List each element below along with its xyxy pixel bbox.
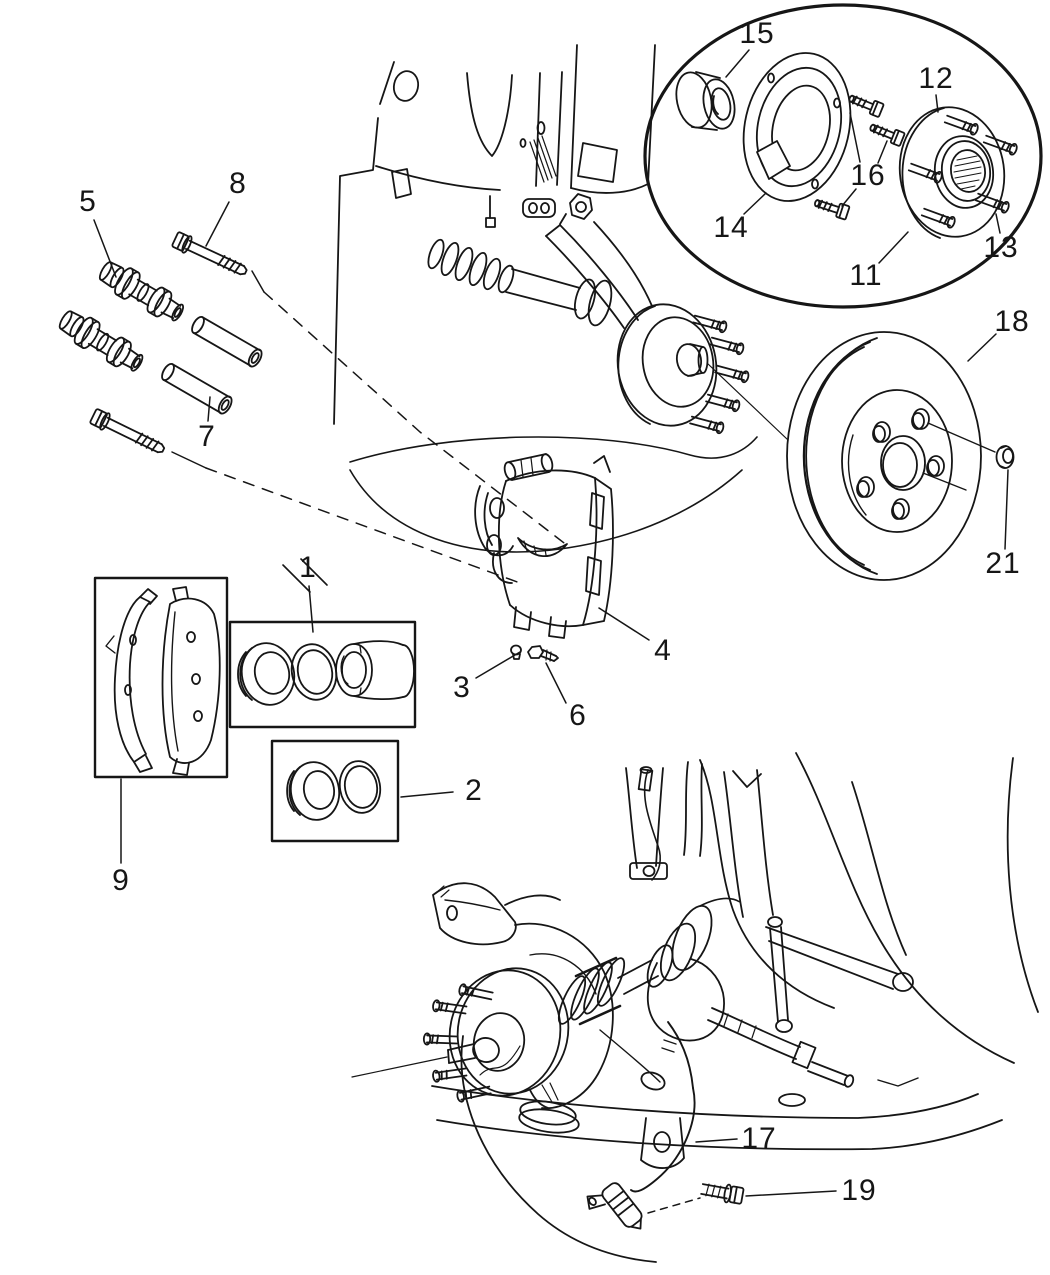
rotor-drawing <box>787 332 1014 580</box>
callout-4: 4 <box>654 634 672 667</box>
callout-12: 12 <box>918 62 954 95</box>
top-hub-drawing <box>608 296 788 440</box>
callout-7: 7 <box>198 420 216 453</box>
retainer-nut-drawing <box>997 446 1014 468</box>
boot-ring-drawing <box>336 758 384 816</box>
frame-rails <box>700 753 1038 1086</box>
piston-kit-box-drawing <box>230 622 415 727</box>
brake-pad-outer <box>163 587 220 775</box>
detail-circle <box>645 5 1041 307</box>
cv-axle-drawing <box>425 238 615 328</box>
caliper-screw-drawing <box>528 646 558 661</box>
piston-drawing <box>336 641 414 699</box>
callout-17: 17 <box>741 1122 777 1155</box>
piston-boot-drawing <box>286 758 343 823</box>
callout-18: 18 <box>994 305 1030 338</box>
callout-2: 2 <box>465 774 483 807</box>
boot-kit-box-drawing <box>272 741 398 841</box>
callout-1: 1 <box>299 551 317 584</box>
caliper-drawing <box>475 453 613 661</box>
callout-16: 16 <box>850 159 886 192</box>
callout-8: 8 <box>229 167 247 200</box>
knuckle-strut-assembly-drawing <box>283 45 788 592</box>
spline-hatch <box>954 156 981 189</box>
assembly-ghost-lines <box>172 271 568 583</box>
dust-shield-drawing <box>729 42 864 212</box>
callout-6: 6 <box>569 699 587 732</box>
callout-9: 9 <box>112 864 130 897</box>
callout-14: 14 <box>713 211 749 244</box>
callout-15: 15 <box>739 17 775 50</box>
pads-box-drawing <box>95 578 227 777</box>
lower-hub-drawing <box>352 958 580 1106</box>
wheel-bearing-drawing <box>672 69 739 131</box>
callout-5: 5 <box>79 185 97 218</box>
lower-assembly-drawing <box>352 753 1038 1262</box>
piston-seal-drawing <box>236 638 300 709</box>
hub-assembly-drawing <box>891 100 1018 243</box>
callout-3: 3 <box>453 671 471 704</box>
callout-11: 11 <box>849 259 883 292</box>
callout-13: 13 <box>983 231 1019 264</box>
guide-pins-drawing <box>55 231 568 583</box>
brake-pad-inner <box>106 589 157 772</box>
callout-19: 19 <box>841 1174 877 1207</box>
lug-holes <box>857 409 944 519</box>
callout-21: 21 <box>985 547 1021 580</box>
brake-hose-drawing <box>648 959 855 1088</box>
strut-bolt-drawing <box>560 194 592 224</box>
sensor-bolt-drawing <box>700 1180 744 1205</box>
